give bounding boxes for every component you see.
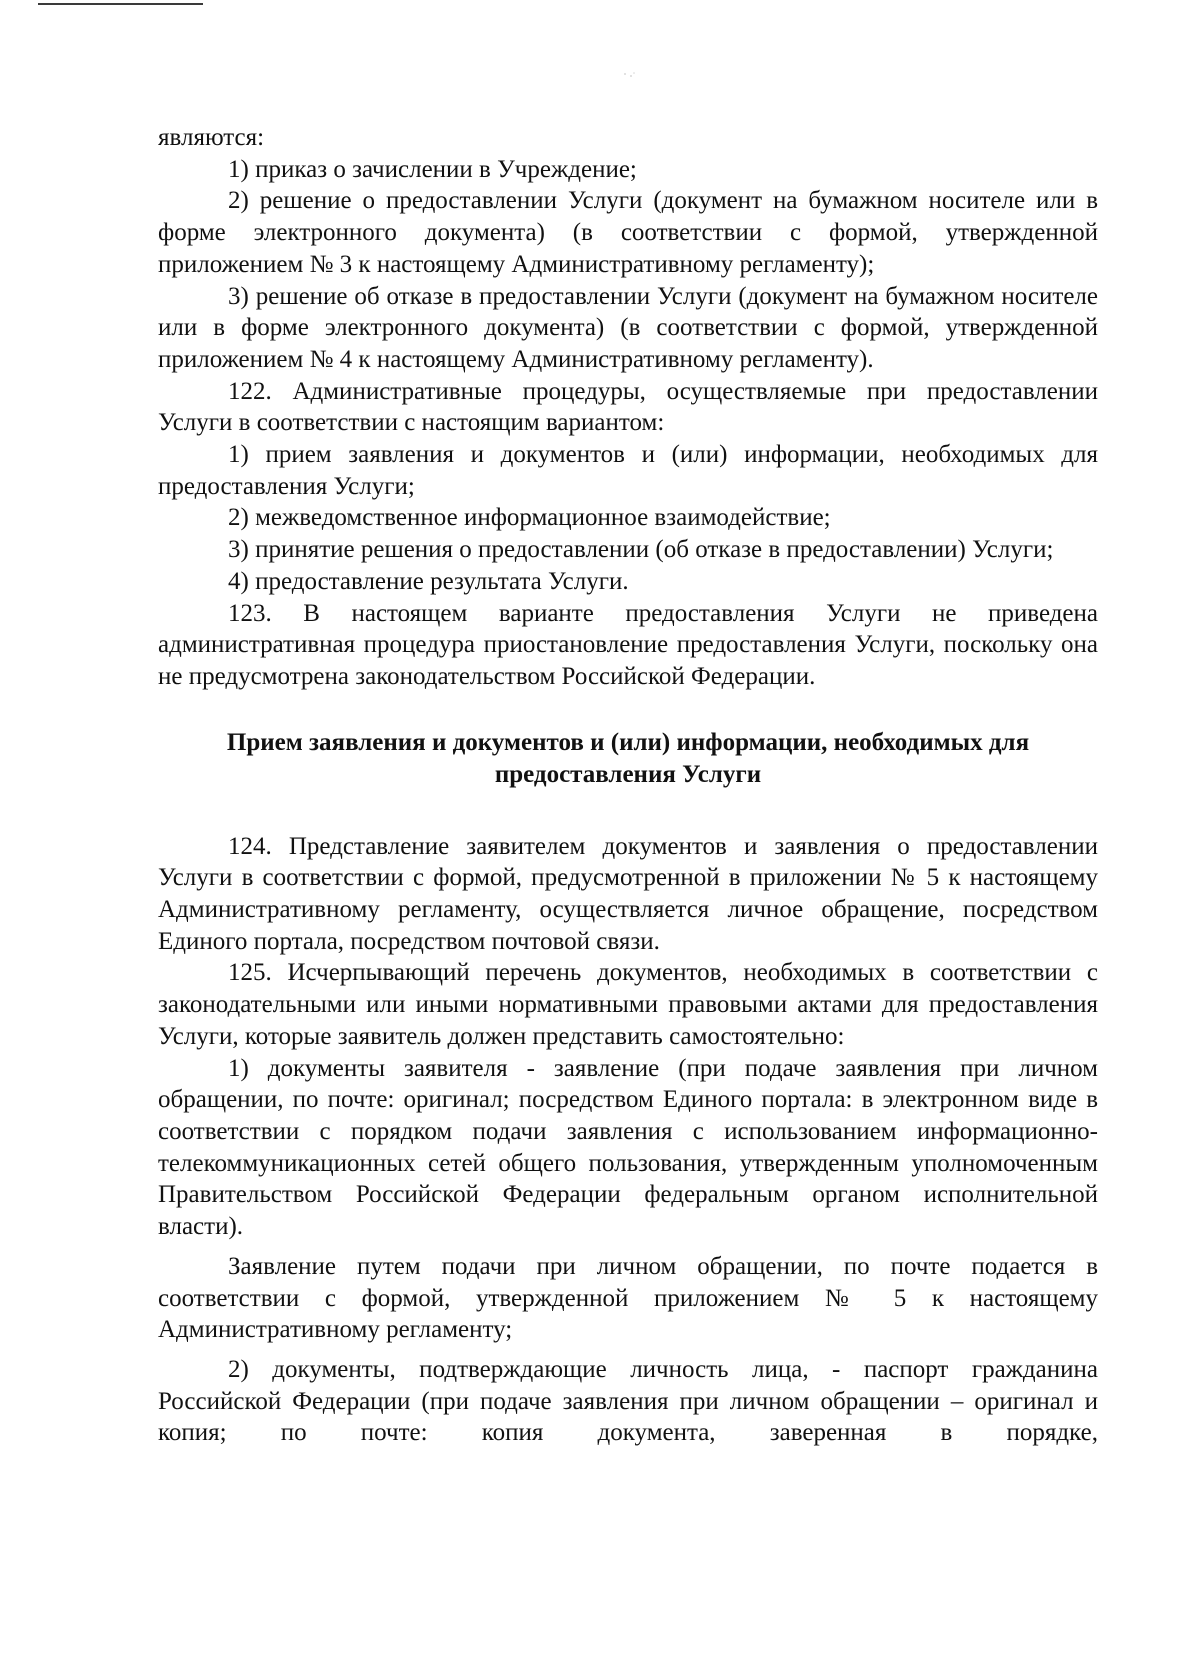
scan-speck (622, 70, 636, 80)
scan-artifact-line (38, 3, 203, 5)
clause-125: 125. Исчерпывающий перечень документов, необходимых в соответствии с законодательными или иными нормативными правовыми актами для предоставления Услуги, которые заявитель должен представить самостоятельно: (158, 959, 1098, 1050)
document-body (158, 122, 1098, 1449)
list-item: 2) решение о предоставлении Услуги (документ на бумажном носителе или в форме электронного документа) (в соответствии с формой, утвержденной приложением № 3 к настоящему Административному регламенту); (158, 187, 1098, 278)
list-item: 2) документы, подтверждающие личность лица, - паспорт гражданина Российской Федерации (при подаче заявления при личном обращении – оригинал и копия; по почте: копия документа, заверенная в порядке, (158, 1355, 1098, 1447)
list-item: 4) предоставление результата Услуги. (228, 567, 629, 595)
list-item: 1) приказ о зачислении в Учреждение; (228, 155, 637, 183)
clause-124: 124. Представление заявителем документов и заявления о предоставлении Услуги в соответствии с формой, предусмотренной в приложении № 5 к настоящему Административному регламенту, осуществляется личное обращение, посредством Единого портала, посредством почтовой связи. (158, 832, 1098, 955)
section-heading: Прием заявления и документов и (или) информации, необходимых для предоставления Услуги (226, 728, 1030, 788)
list-item: 2) межведомственное информационное взаимодействие; (228, 504, 831, 532)
list-item: 1) документы заявителя - заявление (при подаче заявления при личном обращении, по почте: оригинал; посредством Единого портала: в электронном виде в соответствии с порядком подачи заявления с использованием информационно-телекоммуникационных сетей общего пользования, утвержденным уполномоченным Правительством Российской Федерации федеральным органом исполнительной власти). (158, 1054, 1098, 1241)
clause-123: 123. В настоящем варианте предоставления Услуги не приведена административная процедура приостановление предоставления Услуги, поскольку она не предусмотрена законодательством Российской Федерации. (158, 599, 1098, 690)
list-item: 1) прием заявления и документов и (или) информации, необходимых для предоставления Услуги; (158, 441, 1098, 500)
paragraph: Заявление путем подачи при личном обращении, по почте подается в соответствии с формой, утвержденной приложением № 5 к настоящему Административному регламенту; (158, 1252, 1098, 1344)
list-item: 3) принятие решения о предоставлении (об отказе в предоставлении) Услуги; (228, 536, 1054, 564)
clause-122: 122. Административные процедуры, осуществляемые при предоставлении Услуги в соответствии с настоящим вариантом: (158, 377, 1098, 437)
list-item: 3) решение об отказе в предоставлении Услуги (документ на бумажном носителе или в форме электронного документа) (в соответствии с формой, утвержденной приложением № 4 к настоящему Административному регламенту). (158, 282, 1098, 373)
paragraph-continuation: являются: (158, 124, 265, 151)
